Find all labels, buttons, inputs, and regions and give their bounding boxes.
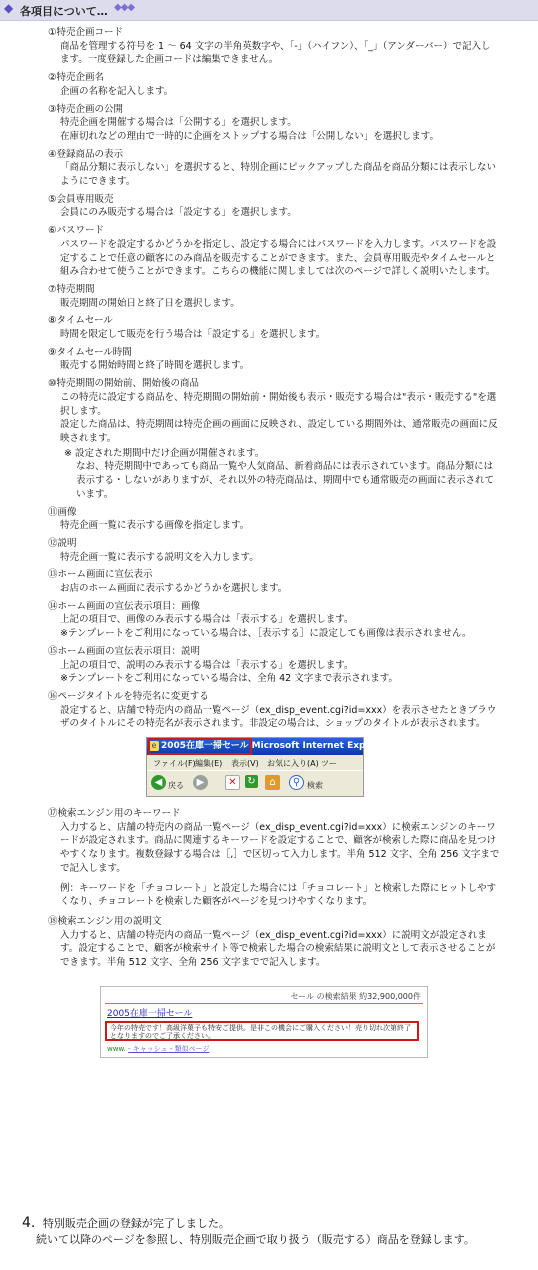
step-line-1: 特別販売企画の登録が完了しました。 [42,1217,230,1230]
item-title: ⑪画像 [48,506,77,518]
result-description: 今年の特売です！高級洋菓子も特安ご提供。是非この機会にご購入ください！売り切れ次第終了となりますのでご了承ください。 [110,1023,411,1040]
list-item [48,690,500,731]
item-title: ②特売企画名 [48,72,105,84]
item-body: 上記の項目で、画像のみ表示する場合は「表示する」を選択します。 [60,614,354,626]
item-body: ※テンプレートをご利用になっている場合は、全角 42 文字まで表示されます。 [60,673,398,685]
list-item [48,377,500,501]
browser-title-screenshot [146,737,380,797]
item-body: この特売に設定する商品を、特売期間の開始前・開始後も表示・販売する場合は"表示・販売する"を選択します。 [60,391,497,417]
menu-item: 編集(E) [195,759,223,769]
item-note-detail: なお、特売期間中であっても商品一覧や人気商品、新着商品には表示されています。商品分類には表示する・しないがありますが、それ以外の特売商品は、期間中でも通常販売の画面に表示されています。 [76,461,495,500]
decoration-diamonds-icon: ◆◆◆ [114,2,135,13]
item-body: 特売企画を開催する場合は「公開する」を選択します。 [60,117,297,129]
item-title: ①特売企画コード [48,27,124,38]
menu-item: お気に入り(A) [267,759,319,769]
forward-arrow-icon: ▶ [193,775,208,790]
step-line-2: 続いて以降のページを参照し、特別販売企画で取り扱う（販売する）商品を登録します。 [36,1233,475,1246]
item-body: 特売企画一覧に表示する画像を指定します。 [60,520,250,532]
items-list [48,26,500,1058]
item-title: ⑱検索エンジン用の説明文 [48,915,162,927]
item-title: ⑬ホーム画面に宣伝表示 [48,569,153,581]
result-description-highlight [105,1021,419,1041]
item-body: 入力すると、店舗の特売内の商品一覧ページ（ex_disp_event.cgi?id=xxx）に説明文が設定されます。設定することで、顧客が検索サイト等で検索した場合の検索結果に説明文として表示させることができます。半角 512 文字、全角 256 文字までで記入します。 [60,929,496,969]
list-item [48,224,500,279]
list-item [48,537,500,564]
item-title: ⑤会員専用販売 [48,193,114,205]
item-title: ⑯ページタイトルを特売名に変更する [48,690,209,702]
item-body: 商品を管理する符号を 1 ～ 64 文字の半角英数字や、「-」（ハイフン）、「_」（アンダーバー）で記入します。一度登録した企画コードは編集できません。 [60,40,491,66]
stop-icon: ✕ [225,775,240,790]
list-item [48,600,500,641]
item-body: 入力すると、店舗の特売内の商品一覧ページ（ex_disp_event.cgi?id=xxx）に検索エンジンのキーワードが設定されます。商品に関連するキーワードを設定することで、顧客が検索した際に商品を見つけやすくなります。複数登録する場合は［,］で区切って入力します。半角 512 文字、全角 256 文字までで記入します。 [60,821,500,874]
refresh-icon: ↻ [245,775,258,788]
item-example: 例：キーワードを「チョコレート」と設定した場合には「チョコレート」と検索した際にヒットしやすくなり、チョコレートを検索した顧客がページを見つけやすくなります。 [60,882,497,908]
menu-item: ツー [321,759,337,769]
divider [105,1003,423,1004]
search-result-screenshot [100,986,428,1058]
item-body: 時間を限定して販売を行う場合は「設定する」を選択します。 [60,329,326,341]
item-title: ③特売企画の公開 [48,103,124,115]
item-title: ⑮ホーム画面の宣伝表示項目：説明 [48,645,201,657]
list-item [48,314,500,341]
step-4 [22,1215,522,1248]
item-body: 設定した商品は、特売期間は特売企画の画面に反映され、設定している期間外は、通常販売の画面に反映されます。 [60,419,498,444]
back-arrow-icon: ◀ [151,775,166,790]
home-icon: ⌂ [265,775,280,790]
result-url: www. - キャッシュ - 類似ページ [107,1044,210,1053]
item-body: 販売する開始時間と終了時間を選択します。 [60,360,250,372]
list-item [48,26,500,67]
item-body: 設定すると、店舗で特売内の商品一覧ページ（ex_disp_event.cgi?id=xxx）を表示させたときブラウザのタイトルにその特売名が表示されます。非設定の場合は、ショップのタイトルが表示されます。 [60,704,497,730]
item-body: 会員にのみ販売する場合は「設定する」を選択します。 [60,207,297,219]
section-header [0,0,538,21]
list-item [48,645,500,686]
item-body: ※テンプレートをご利用になっている場合は、［表示する］に設定しても画像は表示されません。 [60,628,472,640]
ie-logo-icon: e [149,741,159,751]
list-item [48,283,500,310]
browser-menubar [147,756,363,769]
list-item [48,346,500,373]
menu-item: ファイル(F) [153,759,196,769]
item-title: ⑧タイムセール [48,315,113,327]
list-item [48,193,500,220]
search-label: 検索 [307,781,323,791]
list-item [48,506,500,533]
item-title: ⑥パスワード [48,225,105,237]
back-label: 戻る [168,781,184,791]
item-title: ⑰検索エンジン用のキーワード [48,808,181,820]
item-title: ⑨タイムセール時間 [48,346,132,358]
item-title: ⑦特売期間 [48,283,95,295]
list-item [48,568,500,595]
list-item [48,103,500,144]
item-body: 「商品分類に表示しない」を選択すると、特別企画にピックアップした商品を商品分類には表示しないようにできます。 [60,162,496,188]
item-title: ④登録商品の表示 [48,148,124,160]
result-count: セール の検索結果 約32,900,000件 [290,991,421,1001]
item-body: 上記の項目で、説明のみ表示する場合は「表示する」を選択します。 [60,659,354,671]
highlight-box [148,738,252,755]
item-body: 特売企画一覧に表示する説明文を入力します。 [60,551,259,563]
list-item [48,71,500,98]
item-body: 販売期間の開始日と終了日を選択します。 [60,297,240,309]
section-title: 各項目について… [20,5,108,18]
search-icon: ⚲ [289,775,304,790]
item-body: 在庫切れなどの理由で一時的に企画をストップする場合は「公開しない」を選択します。 [60,130,439,142]
result-title-link: 2005在庫一掃セール [107,1008,193,1019]
diamond-icon: ◆ [4,1,14,15]
item-body: パスワードを設定するかどうかを指定し、設定する場合にはパスワードを入力します。パスワードを設定することで任意の顧客にのみ商品を販売することができます。また、会員専用販売やタイムセールと組み合わせて使うことができます。こちらの機能に関しましては次のページで詳しく説明いたします。 [60,238,497,278]
browser-toolbar [147,770,363,796]
item-title: ⑫説明 [48,537,77,549]
item-body: 企画の名称を記入します。 [60,85,174,97]
menu-item: 表示(V) [231,759,259,769]
list-item [48,915,500,970]
item-body: お店のホーム画面に表示するかどうかを選択します。 [60,583,288,595]
list-item [48,807,500,909]
item-title: ⑩特売期間の開始前、開始後の商品 [48,378,200,390]
list-item [48,148,500,189]
browser-title-text: 2005在庫一掃セール Microsoft Internet Explor [161,741,380,752]
item-title: ⑭ホーム画面の宣伝表示項目：画像 [48,600,201,612]
item-note: ※ 設定された期間中だけ企画が開催されます。 [64,447,265,459]
step-number: 4. [22,1215,36,1231]
